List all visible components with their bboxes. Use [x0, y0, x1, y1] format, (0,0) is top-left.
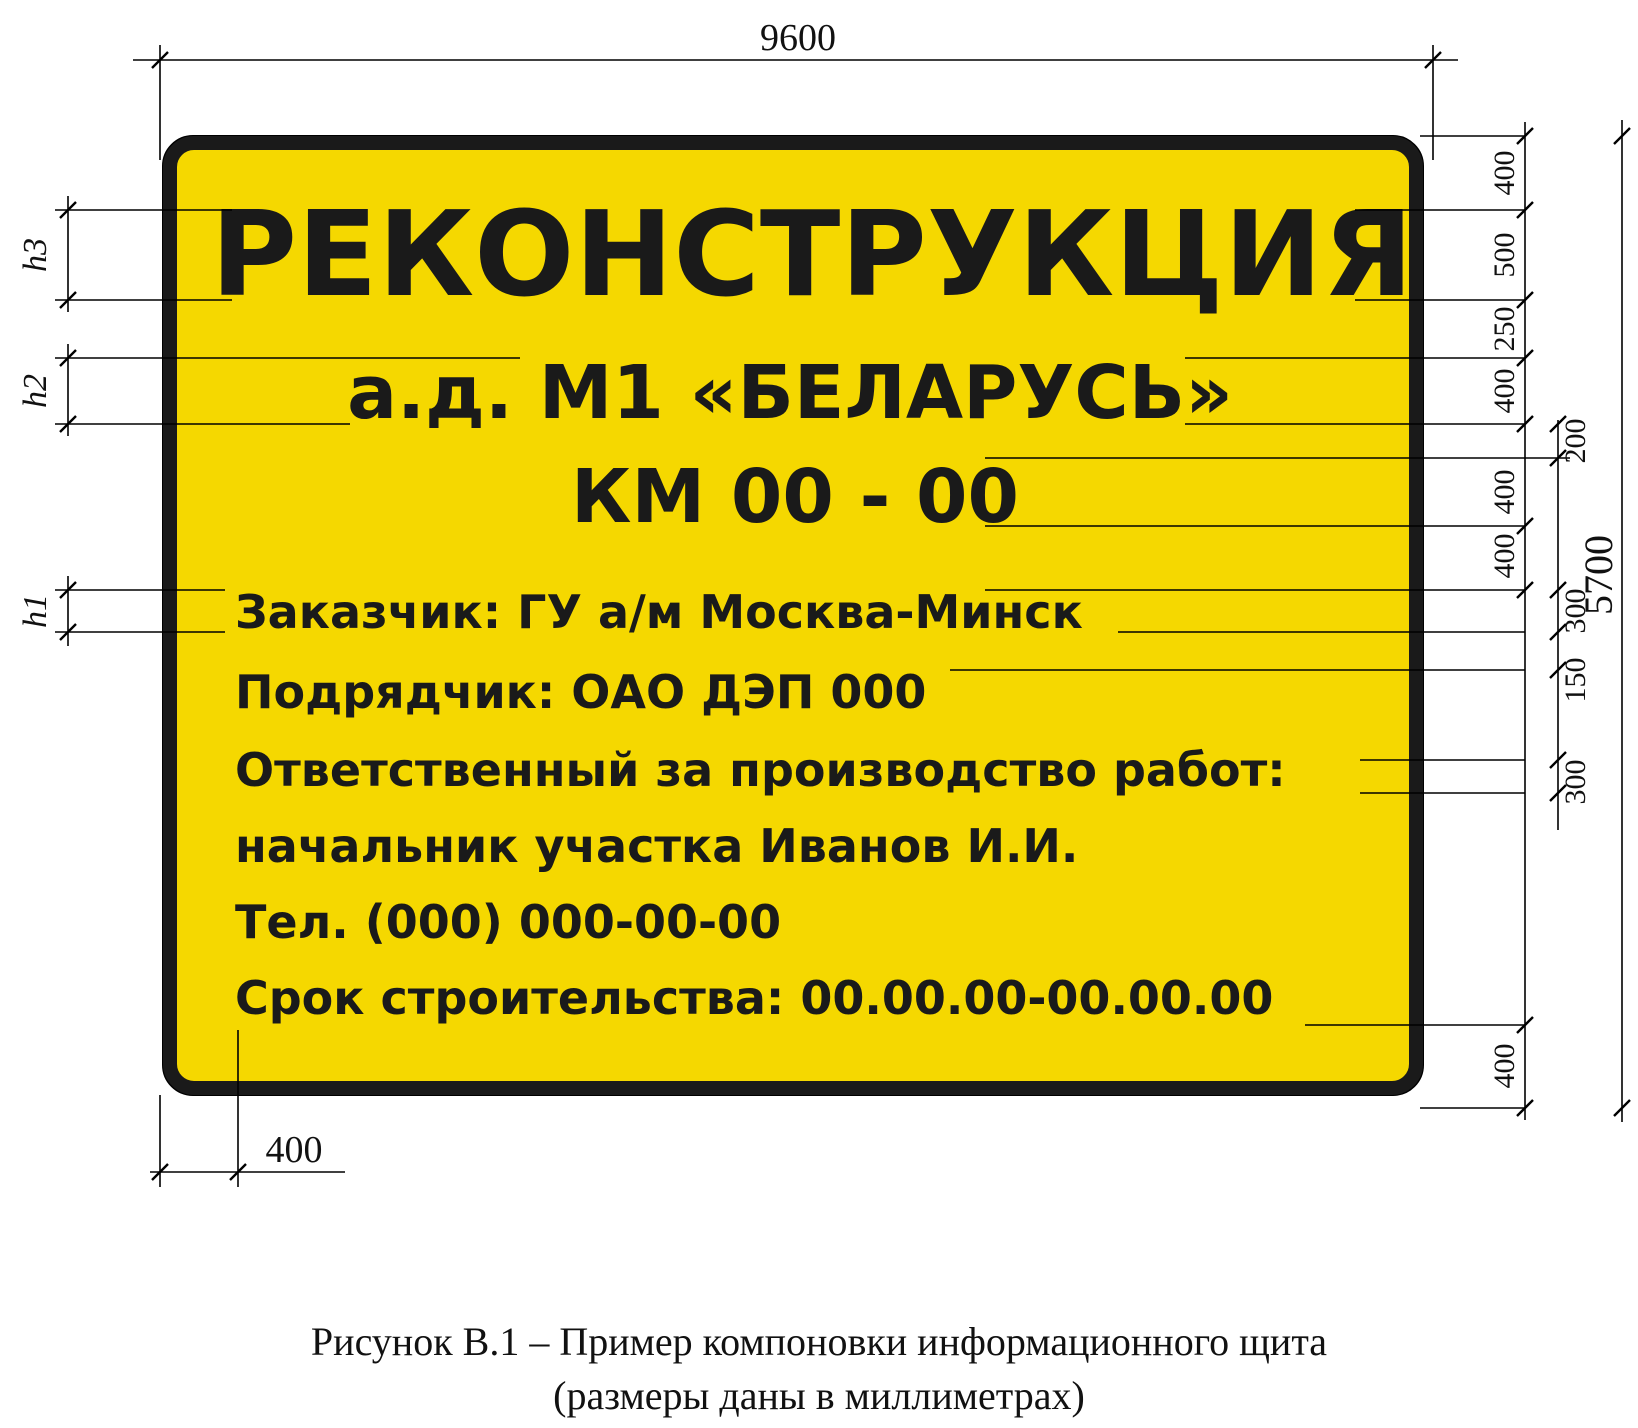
- right-dim-6: 400: [1488, 533, 1521, 579]
- width-value: 9600: [760, 17, 836, 59]
- right-dimension-column-2: [1525, 416, 1592, 830]
- h2-label: h2: [17, 374, 54, 408]
- right2-dim-2: 300: [1559, 588, 1592, 634]
- sign-responsible-line: Ответственный за производство работ:: [235, 743, 1286, 797]
- sign-title: РЕКОНСТРУКЦИЯ: [210, 185, 1414, 323]
- sign-road-name: а.д. М1 «БЕЛАРУСЬ»: [347, 350, 1233, 436]
- sign-customer-line: Заказчик: ГУ а/м Москва-Минск: [235, 585, 1083, 639]
- sign-phone-line: Тел. (000) 000-00-00: [235, 895, 782, 949]
- right-dim-1: 400: [1488, 150, 1521, 196]
- right2-dim-4: 300: [1559, 759, 1592, 805]
- h3-label: h3: [17, 238, 54, 272]
- sign-km: КМ 00 - 00: [570, 454, 1020, 540]
- right-dim-4: 400: [1488, 368, 1521, 414]
- figure-caption-line-1: Рисунок В.1 – Пример компоновки информационного щита: [310, 1319, 1328, 1364]
- sign-supervisor-line: начальник участка Иванов И.И.: [235, 819, 1079, 873]
- right-dimension-column: [1488, 122, 1533, 1120]
- sign-term-line: Срок строительства: 00.00.00-00.00.00: [235, 971, 1274, 1025]
- right-dim-7: 400: [1488, 1043, 1521, 1089]
- sign-contractor-line: Подрядчик: ОАО ДЭП 000: [235, 665, 927, 719]
- right-dim-3: 250: [1488, 306, 1521, 352]
- left-margin-value: 400: [265, 1129, 323, 1171]
- h1-label: h1: [17, 594, 54, 628]
- right2-dim-3: 150: [1559, 657, 1592, 703]
- right-dim-5: 400: [1488, 469, 1521, 515]
- height-value: 5700: [1576, 535, 1621, 615]
- figure-caption-line-2: (размеры даны в миллиметрах): [553, 1373, 1085, 1418]
- right-dim-2: 500: [1488, 232, 1521, 278]
- right2-dim-1: 200: [1559, 418, 1592, 464]
